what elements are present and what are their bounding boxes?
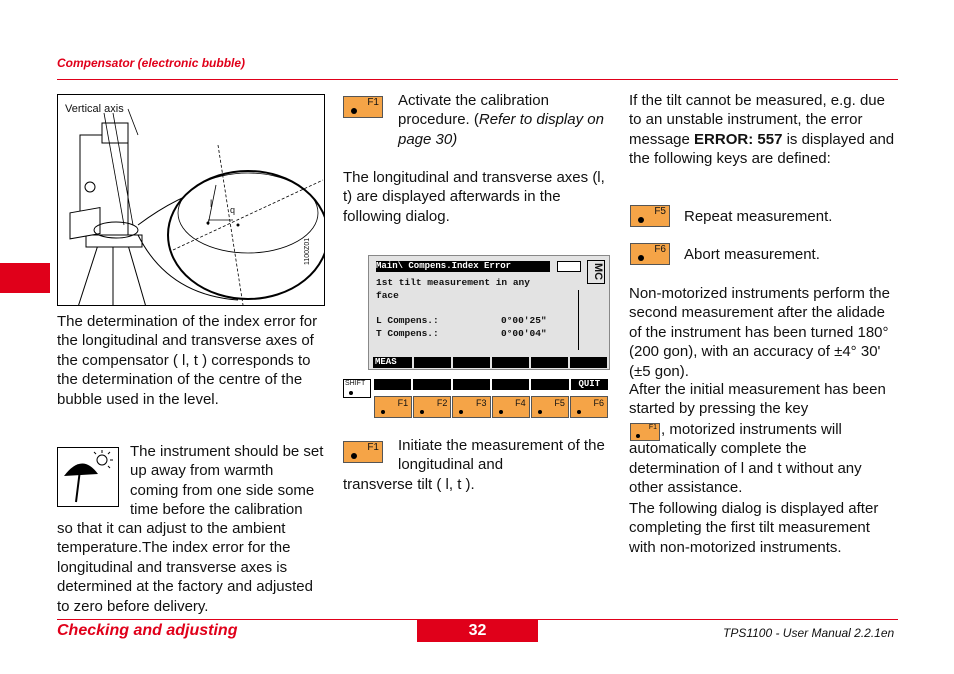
footer-manual: TPS1100 - User Manual 2.2.1en — [723, 626, 895, 640]
t-compens-value: 0°00'04" — [501, 328, 547, 339]
left-para2-rest: so that it can adjust to the ambient temperature.The index error for the longitudinal and transverse axes is determined at the factory and adjusted to zero before delivery. — [57, 520, 313, 615]
axis-q-label: q — [230, 205, 236, 215]
fkey-f3[interactable] — [452, 396, 490, 418]
f5-key-label: F5 — [654, 206, 666, 217]
softkey-2[interactable] — [414, 357, 451, 368]
dialog-softkey-bar — [373, 357, 607, 368]
fkey-f6-label: F6 — [593, 398, 605, 408]
f6-key-label: F6 — [654, 244, 666, 255]
softkey-4[interactable] — [492, 357, 529, 368]
right-para1-a: If the tilt cannot be measured, e.g. due to an unstable instrument, the error message — [629, 92, 885, 148]
dialog-divider — [578, 290, 579, 350]
right-para4: The following dialog is displayed after completing the first tilt measurement with non-motorized instruments. — [629, 500, 879, 556]
dialog-title: Main\ Compens.Index Error — [376, 261, 550, 272]
step1-ref: Refer to display on page 30) — [398, 111, 604, 148]
function-keys-row — [374, 396, 608, 418]
shift-softkey-2[interactable] — [413, 379, 450, 390]
fkey-f2[interactable] — [413, 396, 451, 418]
step1 — [398, 91, 613, 149]
shift-key-label: SHIFT — [345, 380, 366, 387]
footer-chapter: Checking and adjusting — [57, 622, 238, 639]
right-para3-b: , motorized instruments will automatically complete the determination of l and t without any other assistance. — [629, 421, 862, 497]
figure-label: Vertical axis — [65, 103, 124, 115]
f5-key — [630, 205, 670, 227]
fkey-f5-label: F5 — [554, 398, 565, 408]
section-title: Compensator (electronic bubble) — [57, 56, 246, 70]
fkey-f5[interactable] — [531, 396, 569, 418]
fkey-f4[interactable] — [492, 396, 530, 418]
error-code: ERROR: 557 — [694, 130, 783, 148]
right-para3-a: After the initial measurement has been started by pressing the key — [629, 381, 886, 418]
battery-icon — [557, 261, 581, 272]
right-para1 — [629, 91, 899, 169]
f1-key-inline-label: F1 — [648, 424, 657, 431]
step1-text: Activate the calibration procedure. ( — [398, 92, 549, 129]
shift-softkey-1[interactable] — [374, 379, 411, 390]
softkey-3[interactable] — [453, 357, 490, 368]
f1-key — [343, 96, 383, 118]
t-compens-label: T Compens.: — [376, 328, 439, 339]
chapter-tab — [0, 263, 50, 293]
right-para2: Non-motorized instruments perform the second measurement after the alidade of the instrument has been turned 180° (200 gon), with an accuracy of ±4° 30' (±5 gon). — [629, 285, 890, 380]
meas-softkey[interactable]: MEAS — [373, 357, 412, 368]
step2-text: Initiate the measurement of the longitudinal and — [398, 437, 605, 474]
left-para1: The determination of the index error for the longitudinal and transverse axes of the compensator ( l, t ) corresponds to the determination of the centre of the bubble used in the level. — [57, 313, 318, 408]
page-number: 32 — [417, 620, 538, 642]
step2-rest: transverse tilt ( l, t ). — [343, 476, 475, 493]
fkey-f6[interactable] — [570, 396, 608, 418]
fkey-f1[interactable] — [374, 396, 412, 418]
f1-key-2 — [343, 441, 383, 463]
dialog-line2: face — [376, 290, 399, 301]
middle-para-axes: The longitudinal and transverse axes (l, t) are displayed afterwards in the following dialog. — [343, 169, 605, 225]
f1-key-2-label: F1 — [367, 442, 379, 453]
instrument-illustration — [58, 95, 325, 306]
right-para1-b: is displayed and the following keys are defined: — [629, 130, 895, 168]
left-para2-indented: The instrument should be set up away from warmth coming from one side some time before the calibration — [130, 443, 324, 519]
fkey-f2-label: F2 — [436, 398, 448, 408]
softkey-5[interactable] — [531, 357, 568, 368]
l-compens-label: L Compens.: — [376, 315, 439, 326]
compens-dialog — [368, 255, 610, 370]
dialog-line1: 1st tilt measurement in any — [376, 277, 530, 288]
axis-l-label: l — [210, 199, 213, 210]
fkey-f1-label: F1 — [397, 398, 409, 408]
quit-softkey[interactable]: QUIT — [571, 379, 608, 390]
figure-code: 1100Z01 — [304, 237, 311, 265]
f6-text: Abort measurement. — [684, 246, 820, 263]
shift-softkey-5[interactable] — [531, 379, 568, 390]
instrument-figure — [57, 94, 325, 306]
softkey-6[interactable] — [570, 357, 607, 368]
fkey-f4-label: F4 — [515, 398, 526, 408]
mc-label: MC — [587, 260, 605, 284]
f6-key — [630, 243, 670, 265]
f5-text: Repeat measurement. — [684, 208, 833, 225]
fkey-f3-label: F3 — [476, 398, 487, 408]
header-rule — [57, 79, 898, 80]
shift-key[interactable] — [343, 379, 371, 398]
sun-umbrella-icon — [57, 447, 119, 507]
l-compens-value: 0°00'25" — [501, 315, 547, 326]
shift-softkey-4[interactable] — [492, 379, 529, 390]
shift-softkey-bar — [374, 379, 608, 390]
shift-softkey-3[interactable] — [453, 379, 490, 390]
f1-key-label: F1 — [367, 97, 379, 108]
